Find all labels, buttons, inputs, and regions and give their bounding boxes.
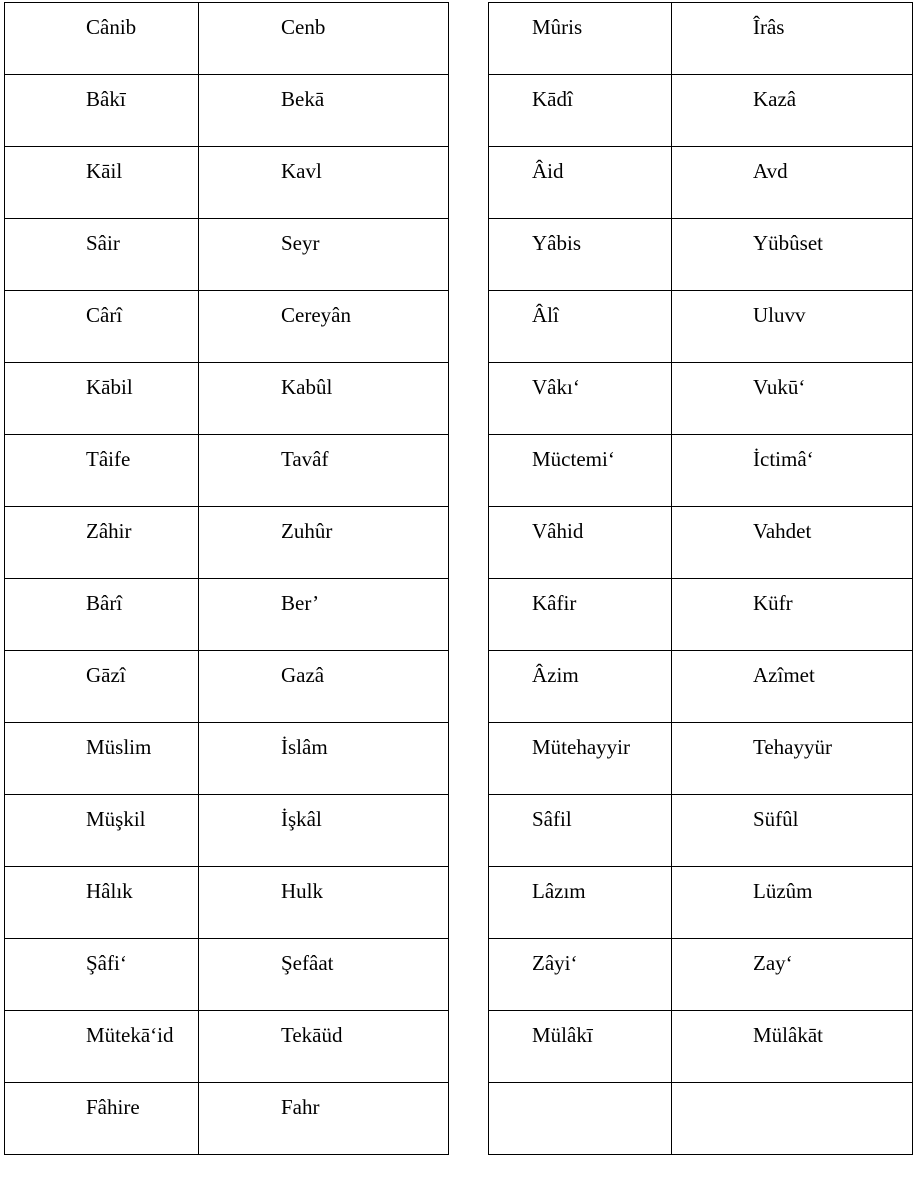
table-row bbox=[5, 939, 449, 1011]
root-word-cell bbox=[199, 939, 449, 1011]
root-word-cell bbox=[672, 867, 913, 939]
root-word-cell bbox=[672, 579, 913, 651]
root-word-cell bbox=[199, 795, 449, 867]
table-row bbox=[489, 363, 913, 435]
table-row bbox=[489, 219, 913, 291]
table-row bbox=[489, 1083, 913, 1155]
root-word-cell bbox=[199, 1083, 449, 1155]
derived-word: Kādî bbox=[532, 87, 573, 111]
root-word: Şefâat bbox=[281, 951, 334, 975]
derived-word: Vâhid bbox=[532, 519, 584, 543]
word-table-right-body bbox=[489, 3, 913, 1155]
table-row bbox=[489, 3, 913, 75]
root-word: Cereyân bbox=[281, 303, 351, 327]
derived-word: Mütekā‘id bbox=[86, 1023, 174, 1047]
derived-word: Hâlık bbox=[86, 879, 133, 903]
root-word: Cenb bbox=[281, 15, 326, 39]
root-word: Uluvv bbox=[753, 303, 806, 327]
table-row bbox=[489, 75, 913, 147]
derived-word-cell bbox=[489, 435, 672, 507]
derived-word-cell bbox=[489, 867, 672, 939]
root-word-cell bbox=[199, 867, 449, 939]
word-table-left bbox=[4, 2, 449, 1155]
derived-word-cell bbox=[489, 651, 672, 723]
derived-word-cell bbox=[5, 723, 199, 795]
table-row bbox=[489, 867, 913, 939]
word-table-right bbox=[488, 2, 913, 1155]
derived-word: Müctemi‘ bbox=[532, 447, 615, 471]
derived-word-cell bbox=[5, 651, 199, 723]
root-word: Kavl bbox=[281, 159, 322, 183]
derived-word: Cârî bbox=[86, 303, 123, 327]
derived-word-cell bbox=[489, 723, 672, 795]
table-row bbox=[5, 1083, 449, 1155]
root-word-cell bbox=[199, 291, 449, 363]
derived-word: Sâir bbox=[86, 231, 120, 255]
root-word-cell bbox=[199, 75, 449, 147]
derived-word: Şâfi‘ bbox=[86, 951, 127, 975]
derived-word-cell bbox=[5, 507, 199, 579]
root-word bbox=[672, 1083, 912, 1095]
derived-word-cell bbox=[5, 795, 199, 867]
derived-word-cell bbox=[489, 75, 672, 147]
derived-word-cell bbox=[489, 147, 672, 219]
root-word-cell bbox=[672, 3, 913, 75]
table-row bbox=[489, 579, 913, 651]
root-word: Süfûl bbox=[753, 807, 799, 831]
root-word: Gazâ bbox=[281, 663, 325, 687]
derived-word: Fâhire bbox=[86, 1095, 140, 1119]
derived-word: Kābil bbox=[86, 375, 133, 399]
derived-word-cell bbox=[5, 939, 199, 1011]
table-row bbox=[5, 507, 449, 579]
table-row bbox=[489, 1011, 913, 1083]
root-word-cell bbox=[672, 1011, 913, 1083]
derived-word: Lâzım bbox=[532, 879, 586, 903]
table-row bbox=[5, 1011, 449, 1083]
derived-word-cell bbox=[489, 507, 672, 579]
derived-word: Mülâkī bbox=[532, 1023, 593, 1047]
table-row bbox=[5, 795, 449, 867]
derived-word-cell bbox=[489, 579, 672, 651]
derived-word: Kâfir bbox=[532, 591, 577, 615]
derived-word: Zâyi‘ bbox=[532, 951, 578, 975]
derived-word: Cânib bbox=[86, 15, 137, 39]
root-word-cell bbox=[199, 3, 449, 75]
derived-word: Bâkī bbox=[86, 87, 126, 111]
derived-word-cell bbox=[489, 291, 672, 363]
root-word-cell bbox=[672, 651, 913, 723]
table-row bbox=[5, 363, 449, 435]
root-word: Îrâs bbox=[753, 15, 785, 39]
derived-word-cell bbox=[5, 1083, 199, 1155]
root-word: Tavâf bbox=[281, 447, 329, 471]
root-word: Vahdet bbox=[753, 519, 812, 543]
derived-word-cell bbox=[489, 1083, 672, 1155]
root-word-cell bbox=[672, 723, 913, 795]
derived-word-cell bbox=[489, 219, 672, 291]
root-word-cell bbox=[199, 723, 449, 795]
word-table-left-body bbox=[5, 3, 449, 1155]
root-word: İşkâl bbox=[281, 807, 322, 831]
derived-word-cell bbox=[5, 579, 199, 651]
table-row bbox=[489, 939, 913, 1011]
root-word: Tekāüd bbox=[281, 1023, 343, 1047]
root-word: Avd bbox=[753, 159, 788, 183]
root-word-cell bbox=[199, 579, 449, 651]
root-word-cell bbox=[672, 435, 913, 507]
root-word: Fahr bbox=[281, 1095, 320, 1119]
table-row bbox=[5, 651, 449, 723]
table-row bbox=[489, 795, 913, 867]
derived-word: Âlî bbox=[532, 303, 559, 327]
root-word: Vukū‘ bbox=[753, 375, 806, 399]
root-word: Tehayyür bbox=[753, 735, 832, 759]
derived-word-cell bbox=[489, 795, 672, 867]
table-row bbox=[5, 3, 449, 75]
table-row bbox=[489, 651, 913, 723]
table-row bbox=[5, 219, 449, 291]
root-word-cell bbox=[672, 291, 913, 363]
table-row bbox=[5, 723, 449, 795]
derived-word: Müşkil bbox=[86, 807, 146, 831]
derived-word-cell bbox=[5, 435, 199, 507]
root-word-cell bbox=[199, 363, 449, 435]
root-word: Kabûl bbox=[281, 375, 333, 399]
table-row bbox=[5, 75, 449, 147]
root-word: Zay‘ bbox=[753, 951, 793, 975]
root-word-cell bbox=[672, 795, 913, 867]
root-word: Kazâ bbox=[753, 87, 797, 111]
table-row bbox=[489, 507, 913, 579]
derived-word-cell bbox=[5, 291, 199, 363]
root-word: İslâm bbox=[281, 735, 328, 759]
derived-word-cell bbox=[5, 75, 199, 147]
root-word-cell bbox=[672, 75, 913, 147]
derived-word-cell bbox=[5, 1011, 199, 1083]
root-word-cell bbox=[199, 147, 449, 219]
root-word: Lüzûm bbox=[753, 879, 813, 903]
derived-word: Vâkı‘ bbox=[532, 375, 580, 399]
root-word-cell bbox=[672, 363, 913, 435]
root-word-cell bbox=[199, 1011, 449, 1083]
root-word-cell bbox=[672, 939, 913, 1011]
derived-word: Mûris bbox=[532, 15, 583, 39]
root-word: İctimâ‘ bbox=[753, 447, 814, 471]
derived-word: Kāil bbox=[86, 159, 123, 183]
table-row bbox=[5, 435, 449, 507]
table-row bbox=[489, 435, 913, 507]
table-row bbox=[489, 147, 913, 219]
derived-word: Bârî bbox=[86, 591, 123, 615]
derived-word-cell bbox=[489, 1011, 672, 1083]
derived-word-cell bbox=[5, 363, 199, 435]
root-word: Bekā bbox=[281, 87, 325, 111]
derived-word: Âid bbox=[532, 159, 564, 183]
root-word: Azîmet bbox=[753, 663, 815, 687]
derived-word: Gāzî bbox=[86, 663, 126, 687]
derived-word: Zâhir bbox=[86, 519, 132, 543]
root-word-cell bbox=[672, 147, 913, 219]
root-word-cell bbox=[672, 219, 913, 291]
derived-word-cell bbox=[5, 147, 199, 219]
table-row bbox=[5, 147, 449, 219]
derived-word bbox=[489, 1083, 671, 1095]
derived-word-cell bbox=[489, 3, 672, 75]
root-word: Zuhûr bbox=[281, 519, 333, 543]
derived-word: Yâbis bbox=[532, 231, 581, 255]
root-word: Seyr bbox=[281, 231, 320, 255]
root-word-cell bbox=[672, 1083, 913, 1155]
derived-word-cell bbox=[5, 219, 199, 291]
root-word: Ber’ bbox=[281, 591, 320, 615]
root-word-cell bbox=[199, 219, 449, 291]
root-word: Yübûset bbox=[753, 231, 823, 255]
root-word: Mülâkāt bbox=[753, 1023, 823, 1047]
root-word-cell bbox=[199, 651, 449, 723]
table-row bbox=[5, 291, 449, 363]
derived-word: Mütehayyir bbox=[532, 735, 630, 759]
derived-word: Müslim bbox=[86, 735, 152, 759]
derived-word: Âzim bbox=[532, 663, 579, 687]
root-word-cell bbox=[199, 435, 449, 507]
root-word: Hulk bbox=[281, 879, 323, 903]
table-row bbox=[5, 579, 449, 651]
table-row bbox=[489, 291, 913, 363]
root-word-cell bbox=[199, 507, 449, 579]
table-row bbox=[5, 867, 449, 939]
derived-word-cell bbox=[489, 939, 672, 1011]
derived-word: Sâfil bbox=[532, 807, 572, 831]
root-word: Küfr bbox=[753, 591, 793, 615]
derived-word-cell bbox=[5, 3, 199, 75]
derived-word-cell bbox=[5, 867, 199, 939]
root-word-cell bbox=[672, 507, 913, 579]
table-row bbox=[489, 723, 913, 795]
derived-word-cell bbox=[489, 363, 672, 435]
derived-word: Tâife bbox=[86, 447, 131, 471]
